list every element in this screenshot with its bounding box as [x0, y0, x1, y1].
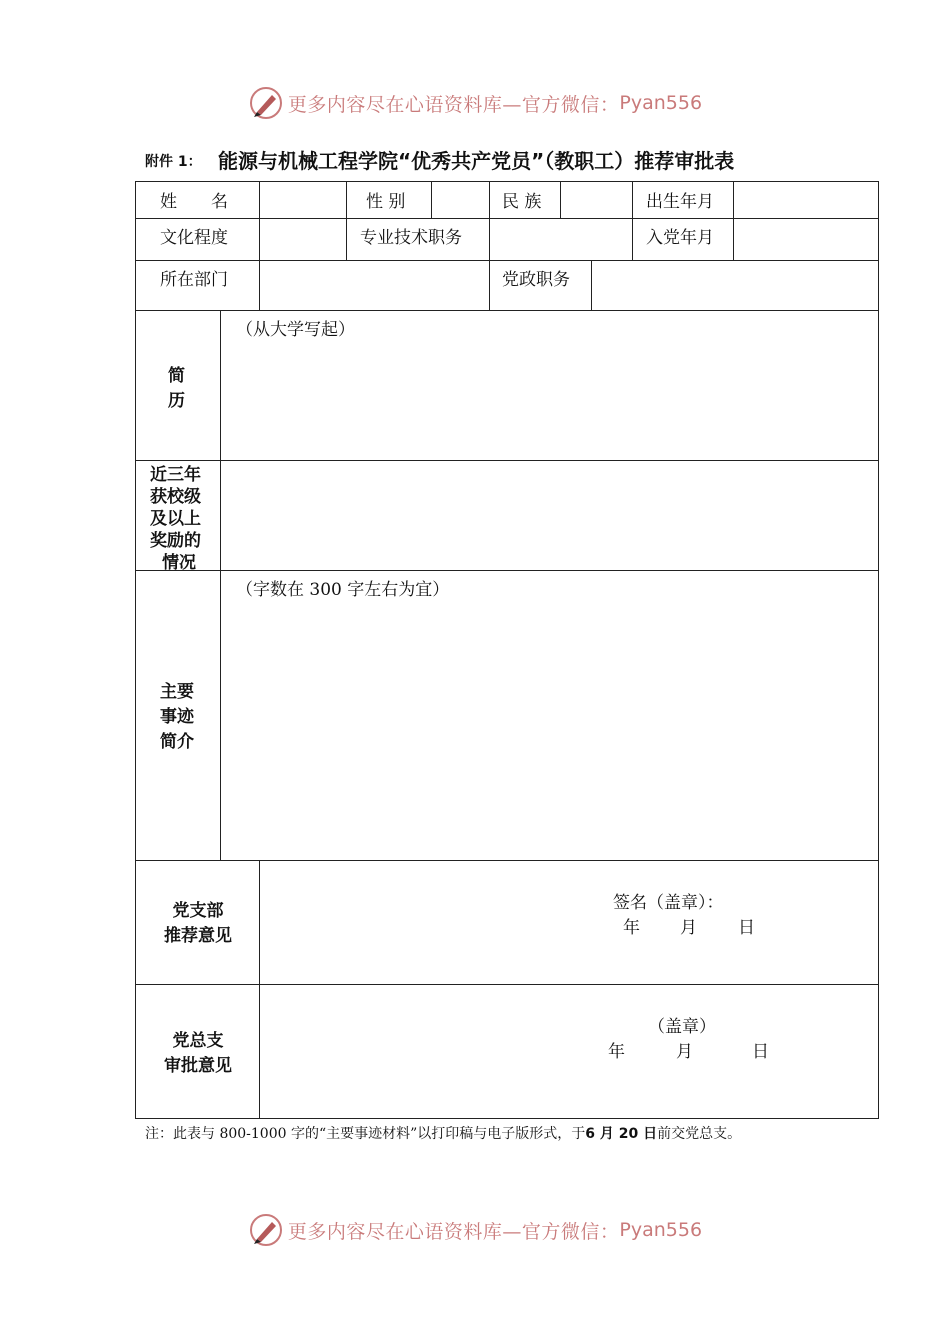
input-awards[interactable]	[221, 461, 878, 570]
branch-date-month: 月	[680, 918, 697, 938]
label-department: 所在部门	[160, 270, 228, 290]
banner-wechat-id: Pyan556	[619, 1219, 703, 1241]
input-join-party[interactable]	[734, 219, 878, 260]
attachment-label: 附件 1：	[145, 154, 202, 170]
resume-hint: （从大学写起）	[236, 320, 355, 340]
input-birth[interactable]	[734, 182, 878, 218]
input-branch-opinion[interactable]	[260, 861, 878, 984]
deeds-hint: （字数在 300 字左右为宜）	[236, 580, 450, 600]
label-name: 姓 名	[160, 192, 228, 212]
general-date-day: 日	[752, 1042, 769, 1062]
label-gender: 性 别	[366, 192, 406, 212]
label-join-party: 入党年月	[646, 228, 714, 248]
label-general-approval: 党总支 审批意见	[164, 1031, 232, 1076]
input-resume[interactable]	[221, 311, 878, 460]
input-department[interactable]	[260, 261, 489, 310]
label-birth: 出生年月	[646, 192, 714, 212]
input-tech-title[interactable]	[490, 219, 632, 260]
title-row	[145, 143, 885, 177]
input-deeds[interactable]	[221, 571, 878, 860]
label-education: 文化程度	[160, 228, 228, 248]
input-gender[interactable]	[432, 182, 489, 218]
label-deeds: 主要 事迹 简介	[160, 682, 194, 752]
pen-logo-icon	[248, 1212, 284, 1248]
banner-text: 更多内容尽在心语资料库—官方微信：	[287, 1220, 620, 1243]
label-awards: 近三年 获校级 及以上 奖励的 情况	[150, 465, 201, 573]
input-name[interactable]	[260, 182, 346, 218]
general-date-year: 年	[608, 1042, 625, 1062]
pen-logo-icon	[248, 85, 284, 121]
watermark-banner-bottom	[0, 1210, 950, 1250]
general-seal-label: （盖章）	[648, 1017, 716, 1037]
general-date-month: 月	[676, 1042, 693, 1062]
input-general-approval[interactable]	[260, 985, 878, 1118]
input-party-post[interactable]	[592, 261, 878, 310]
label-ethnicity: 民 族	[502, 192, 542, 212]
banner-wechat-id: Pyan556	[619, 92, 703, 114]
branch-sign-label: 签名（盖章）：	[613, 893, 724, 913]
watermark-banner-top	[0, 83, 950, 123]
input-ethnicity[interactable]	[561, 182, 632, 218]
approval-form-table	[135, 181, 879, 1119]
label-tech-title: 专业技术职务	[360, 228, 462, 248]
deadline: 6 月 20 日	[585, 1126, 658, 1142]
branch-date-year: 年	[623, 918, 640, 938]
footnote: 注：此表与 800-1000 字的“主要事迹材料”以打印稿与电子版形式，于6 月 20 日前交党总支。	[145, 1126, 742, 1142]
form-title: 能源与机械工程学院“优秀共产党员”（教职工）推荐审批表	[218, 149, 735, 173]
input-education[interactable]	[260, 219, 346, 260]
banner-text: 更多内容尽在心语资料库—官方微信：	[287, 93, 620, 116]
branch-date-day: 日	[738, 918, 755, 938]
label-branch-opinion: 党支部 推荐意见	[164, 901, 232, 946]
label-resume: 简 历	[168, 366, 185, 411]
label-party-post: 党政职务	[502, 270, 570, 290]
